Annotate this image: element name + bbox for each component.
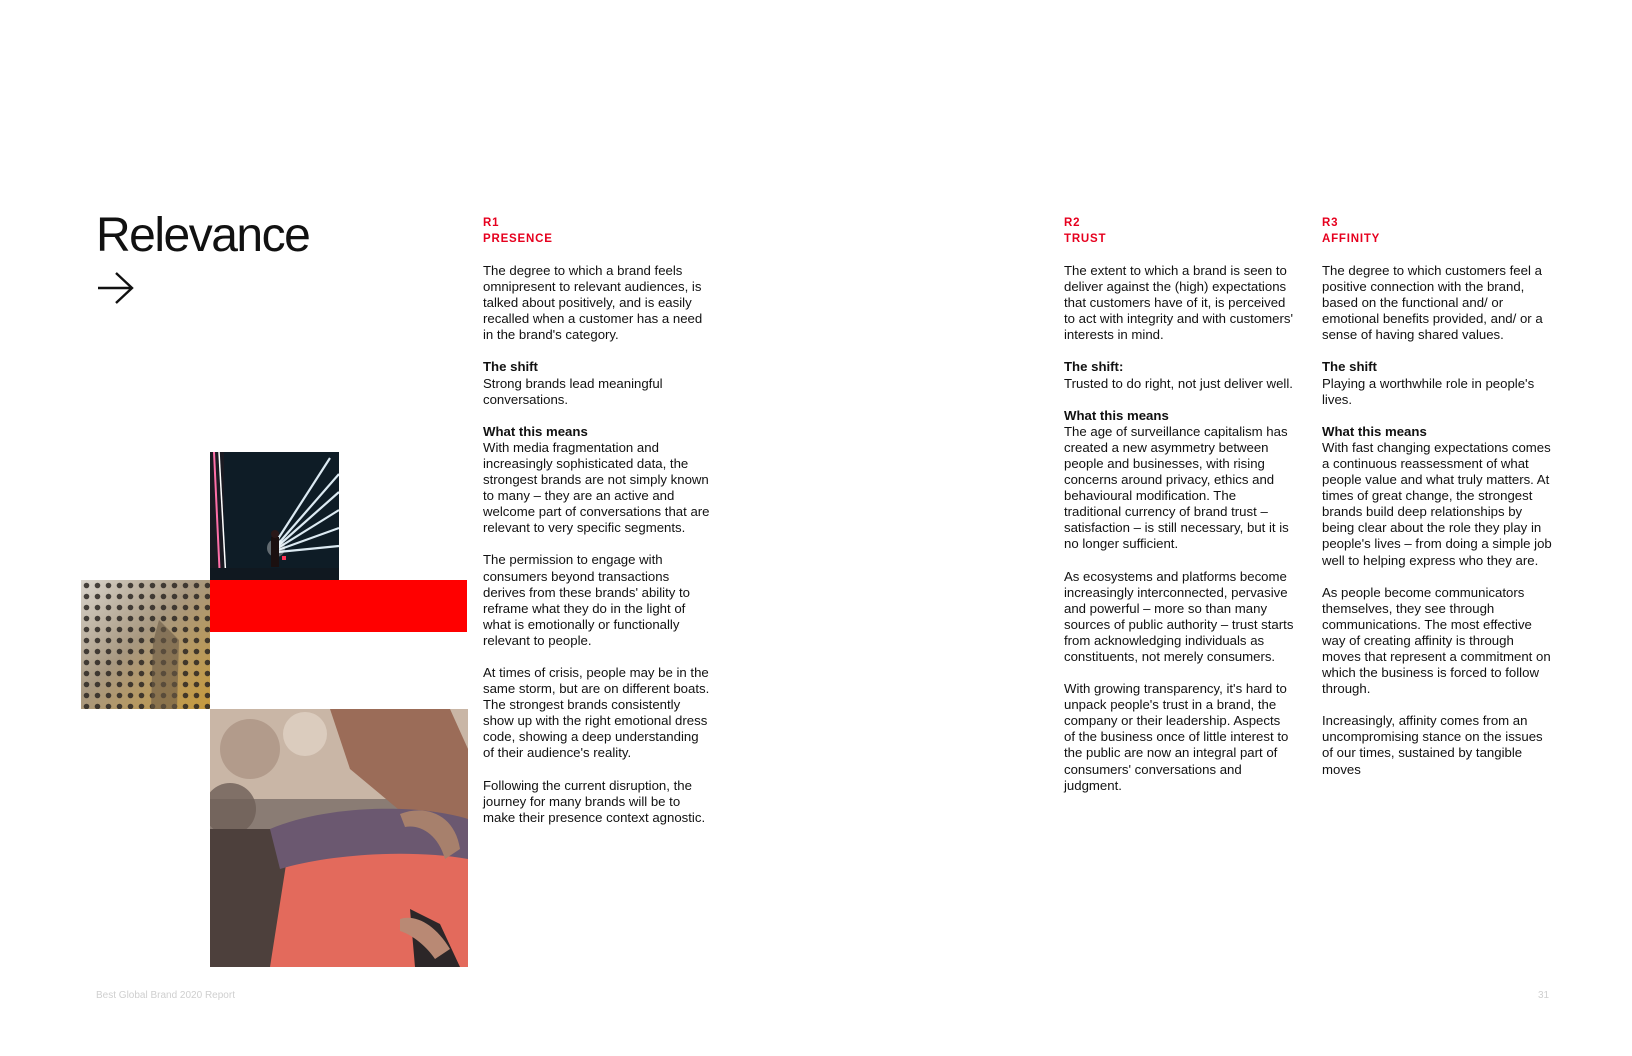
presence-heading: PRESENCE (483, 232, 553, 245)
affinity-shift (1322, 359, 1552, 407)
concert-lights-image (210, 452, 339, 580)
presence-shift-heading: The shift (483, 359, 538, 375)
page-title: Relevance (96, 209, 310, 262)
people-embracing-image (210, 709, 468, 967)
trust-means-heading: What this means (1064, 407, 1169, 423)
affinity-column (1322, 216, 1552, 794)
affinity-paragraph: With fast changing expectations comes a continuous reassessment of what people value and what truly matters. At times of great change, the strongest brands build deep relationships by being clear about the role they play in people's lives – from doing a simple job well to helping express who they are. (1322, 439, 1552, 568)
affinity-definition: The degree to which customers feel a positive connection with the brand, based on the functional and/ or emotional benefits provided, and/ or a sense of having shared values. (1322, 263, 1543, 343)
affinity-means (1322, 424, 1552, 569)
presence-paragraph: The permission to engage with consumers beyond transactions derives from these brands' ability to reframe what they do in the light of what is emotionally or functionally relevant to people. (483, 552, 691, 648)
presence-means-heading: What this means (483, 423, 588, 439)
presence-column (483, 216, 713, 842)
affinity-shift-text: Playing a worthwhile role in people's lives. (1322, 375, 1535, 407)
trust-code: R2 (1064, 217, 1081, 229)
perforated-ceiling-image (81, 580, 210, 709)
trust-means (1064, 408, 1294, 553)
trust-shift (1064, 359, 1294, 391)
trust-shift-heading: The shift: (1064, 359, 1124, 375)
trust-definition: The extent to which a brand is seen to deliver against the (high) expectations that customers have of it, is perceived to act with integrity and with customers' interests in mind. (1064, 263, 1293, 343)
presence-paragraph: With media fragmentation and increasingly sophisticated data, the strongest brands are not simply known to many – they are an active and welcome part of conversations that are relevant to very specific segments. (483, 439, 710, 536)
trust-paragraph: As ecosystems and platforms become increasingly interconnected, pervasive and powerful – more so than many sources of public authority – trust starts from acknowledging individuals as constituents, not merely consumers. (1064, 568, 1294, 664)
trust-shift-text: Trusted to do right, not just deliver well. (1064, 375, 1293, 391)
trust-column (1064, 216, 1294, 810)
trust-paragraph: With growing transparency, it's hard to unpack people's trust in a brand, the company or their leadership. Aspects of the business once of little interest to the public are now an integral part of consumers' conversations and judgment. (1064, 681, 1289, 793)
affinity-heading: AFFINITY (1322, 232, 1381, 245)
presence-code: R1 (483, 217, 500, 229)
arrow-right-icon (96, 268, 136, 308)
trust-paragraph: The age of surveillance capitalism has created a new asymmetry between people and businesses, with rising concerns around privacy, ethics and behavioural modification. The traditional currency of brand trust – satisfaction – is still necessary, but it is no longer sufficient. (1064, 423, 1289, 552)
affinity-code: R3 (1322, 217, 1339, 229)
presence-paragraph: Following the current disruption, the journey for many brands will be to make their presence context agnostic. (483, 777, 706, 825)
affinity-paragraph: Increasingly, affinity comes from an uncompromising stance on the issues of our times, sustained by tangible moves (1322, 713, 1543, 777)
presence-shift-text: Strong brands lead meaningful conversations. (483, 375, 663, 407)
footer-report-title: Best Global Brand 2020 Report (96, 990, 235, 1001)
presence-means (483, 424, 713, 537)
trust-heading: TRUST (1064, 232, 1107, 245)
presence-shift (483, 359, 713, 407)
affinity-shift-heading: The shift (1322, 359, 1377, 375)
red-accent-block (210, 580, 467, 632)
affinity-paragraph: As people become communicators themselves, they see through communications. The most effective way of creating affinity is through moves that represent a commitment on which the business is forced to follow through. (1322, 584, 1551, 697)
presence-paragraph: At times of crisis, people may be in the same storm, but are on different boats. The strongest brands consistently show up with the right emotional dress code, showing a deep understanding of their audience's reality. (483, 664, 710, 761)
affinity-means-heading: What this means (1322, 423, 1427, 439)
footer-page-number: 31 (1538, 990, 1550, 1001)
presence-definition: The degree to which a brand feels omnipresent to relevant audiences, is talked about positively, and is easily recalled when a customer has a need in the brand's category. (483, 263, 703, 343)
